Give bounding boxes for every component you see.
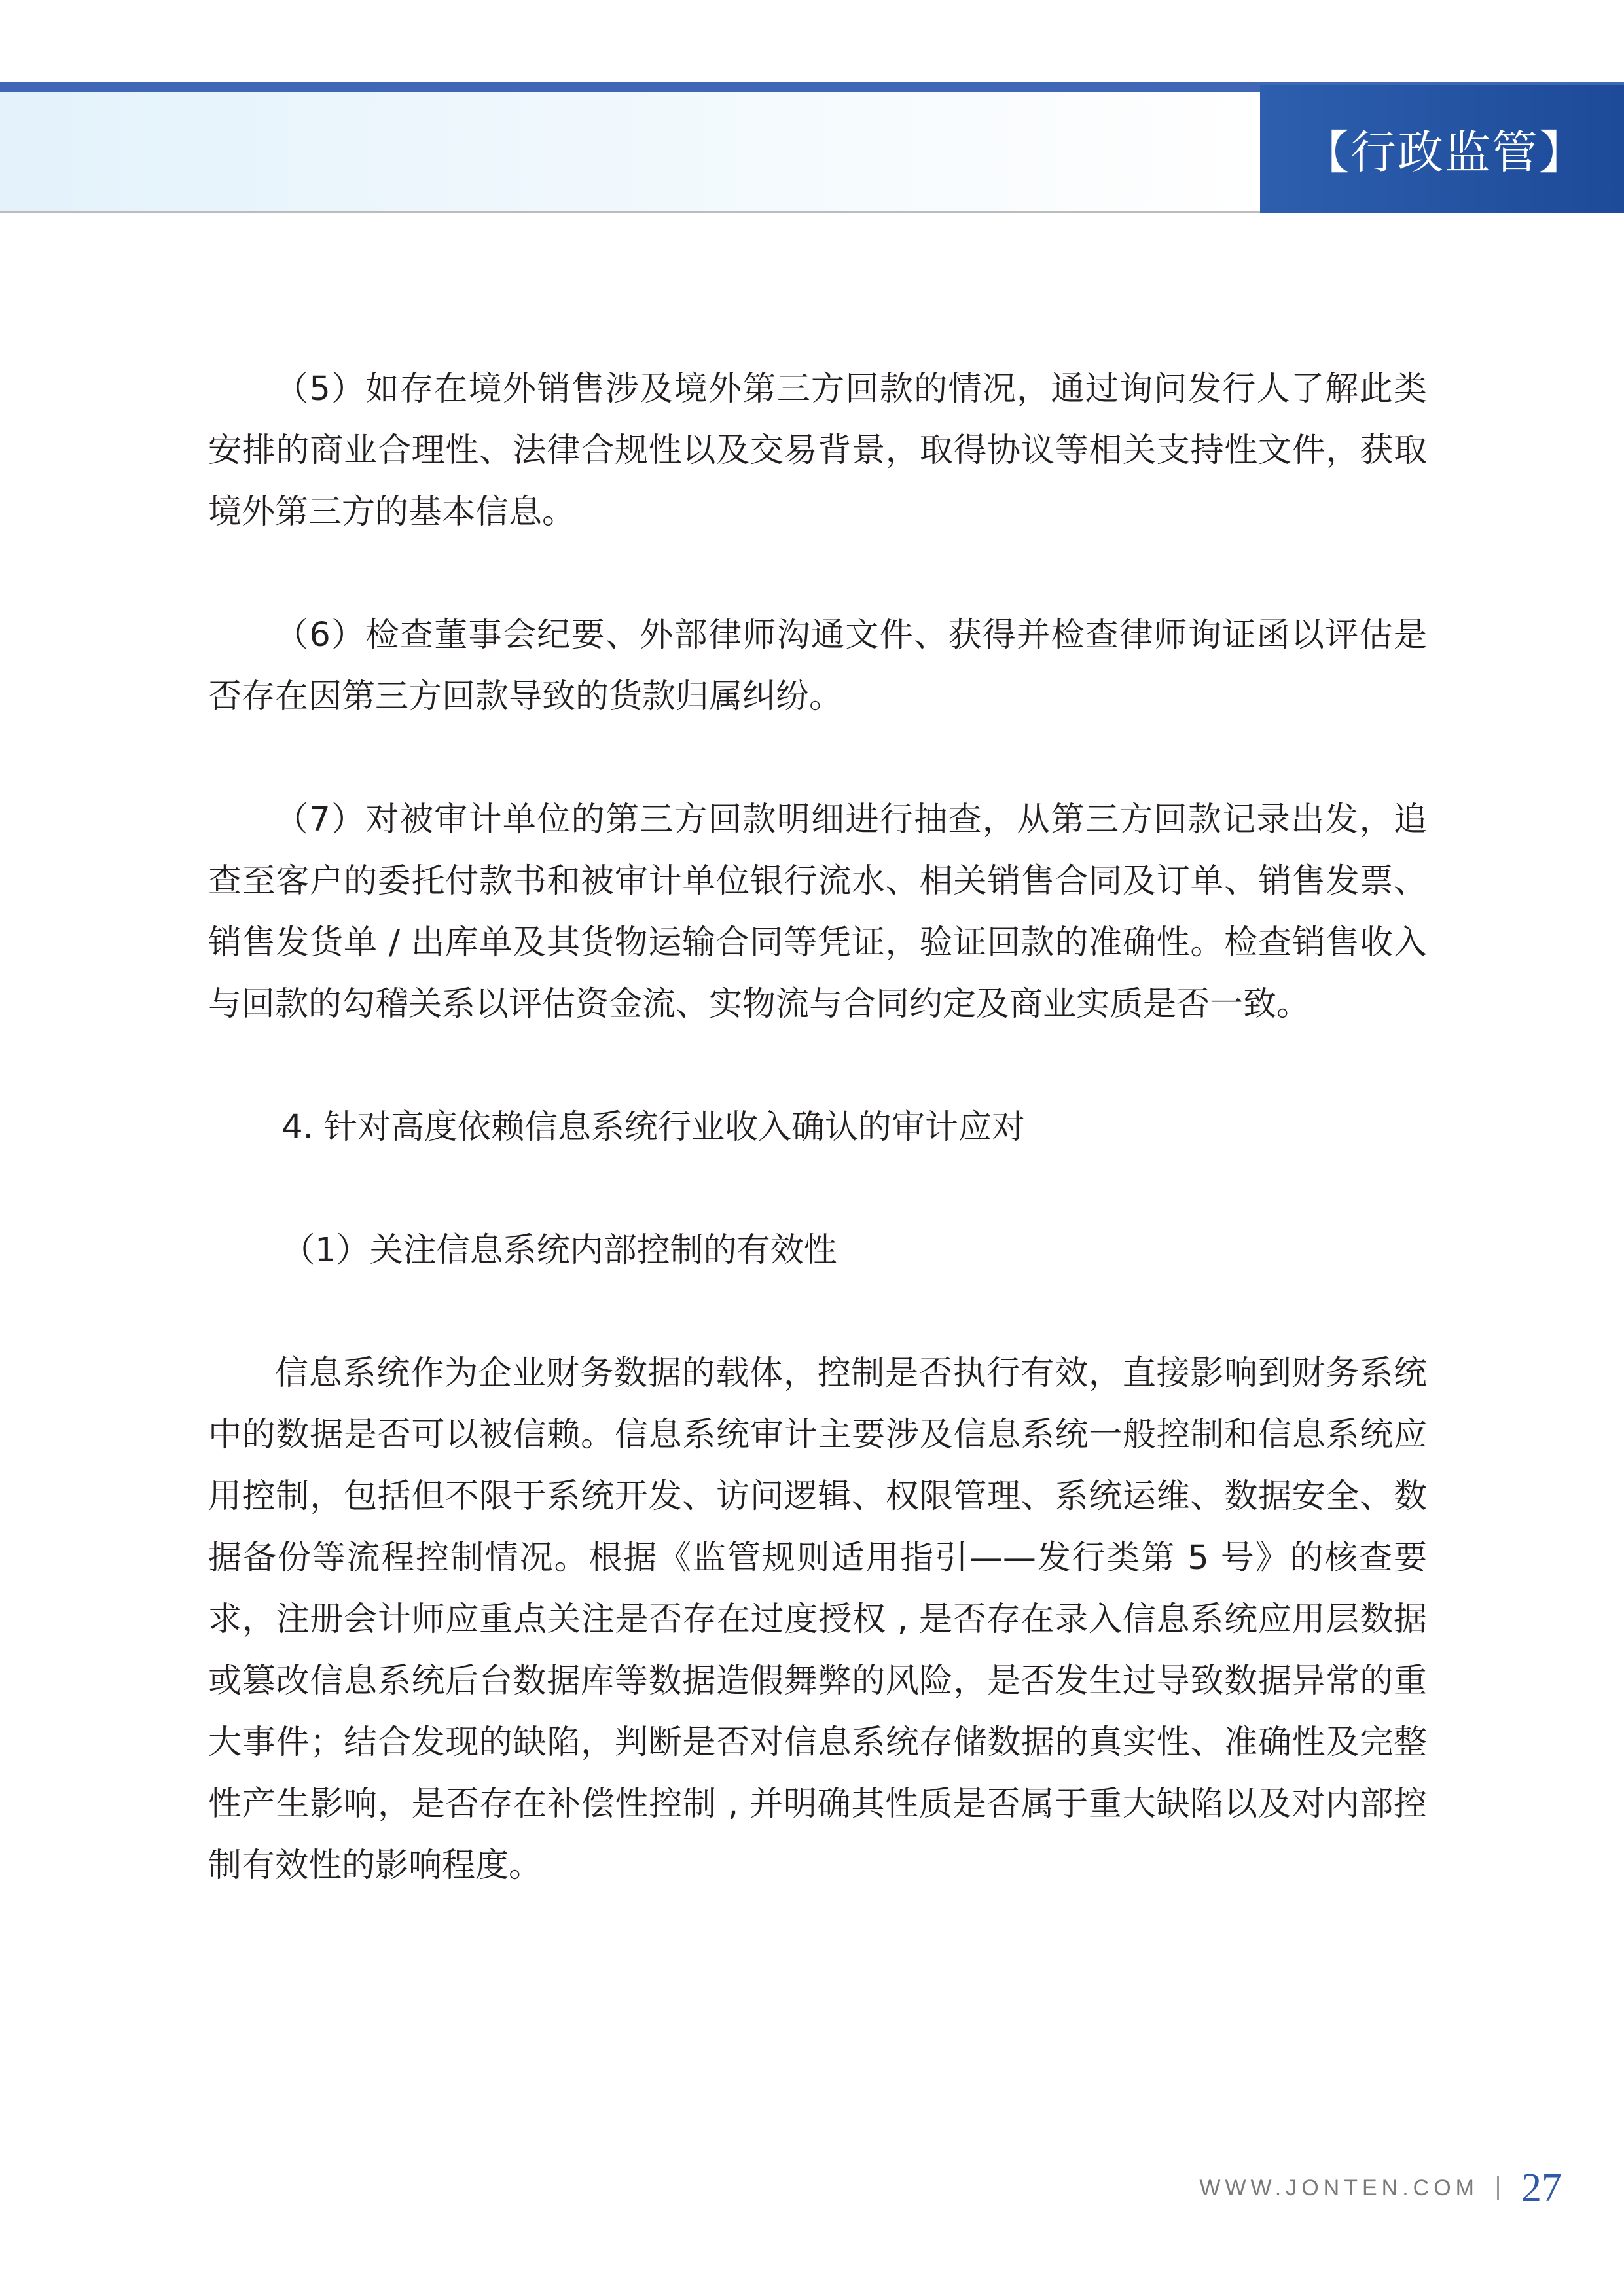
paragraph-item-6: （6）检查董事会纪要、外部律师沟通文件、获得并检查律师询证函以评估是否存在因第三方回款导致的货款归属纠纷。	[208, 616, 1427, 716]
paragraph-item-7: （7）对被审计单位的第三方回款明细进行抽查，从第三方回款记录出发，追查至客户的委托付款书和被审计单位银行流水、相关销售合同及订单、销售发票、销售发货单 / 出库单及其货物运输合同等凭证，验证回款的准确性。检查销售收入与回款的勾稽关系以评估资金流、实物流与合同约定及商业实质是否一致。	[208, 800, 1427, 1024]
header-band	[0, 92, 1260, 213]
page-content	[208, 359, 1427, 1897]
footer-website: WWW.JONTEN.COM	[1199, 2175, 1479, 2200]
paragraph-gap	[208, 728, 1427, 789]
paragraph-gap	[208, 543, 1427, 605]
header-bottom-rule	[0, 211, 1260, 213]
body-paragraph: 信息系统作为企业财务数据的载体，控制是否执行有效，直接影响到财务系统中的数据是否可以被信赖。信息系统审计主要涉及信息系统一般控制和信息系统应用控制，包括但不限于系统开发、访问逻辑、权限管理、系统运维、数据安全、数据备份等流程控制情况。根据《监管规则适用指引——发行类第 5 号》的核查要求，注册会计师应重点关注是否存在过度授权 , 是否存在录入信息系统应用层数据或篡改信息系统后台数据库等数据造假舞弊的风险，是否发生过导致数据异常的重大事件；结合发现的缺陷，判断是否对信息系统存储数据的真实性、准确性及完整性产生影响，是否存在补偿性控制 , 并明确其性质是否属于重大缺陷以及对内部控制有效性的影响程度。	[208, 1354, 1427, 1885]
section-tag	[1260, 85, 1624, 213]
page-number: 27	[1521, 2165, 1562, 2210]
paragraph-gap	[208, 1158, 1427, 1220]
paragraph-gap	[208, 1282, 1427, 1343]
subsection-heading-1: （1）关注信息系统内部控制的有效性	[281, 1231, 837, 1270]
section-heading-4: 4. 针对高度依赖信息系统行业收入确认的审计应对	[281, 1108, 1026, 1147]
section-tag-label: 【行政监管】	[1303, 126, 1586, 179]
paragraph-gap	[208, 1035, 1427, 1097]
paragraph-item-5: （5）如存在境外销售涉及境外第三方回款的情况，通过询问发行人了解此类安排的商业合理性、法律合规性以及交易背景，取得协议等相关支持性文件，获取境外第三方的基本信息。	[208, 370, 1427, 531]
page-footer	[1199, 2160, 1562, 2216]
footer-divider	[1497, 2176, 1499, 2200]
